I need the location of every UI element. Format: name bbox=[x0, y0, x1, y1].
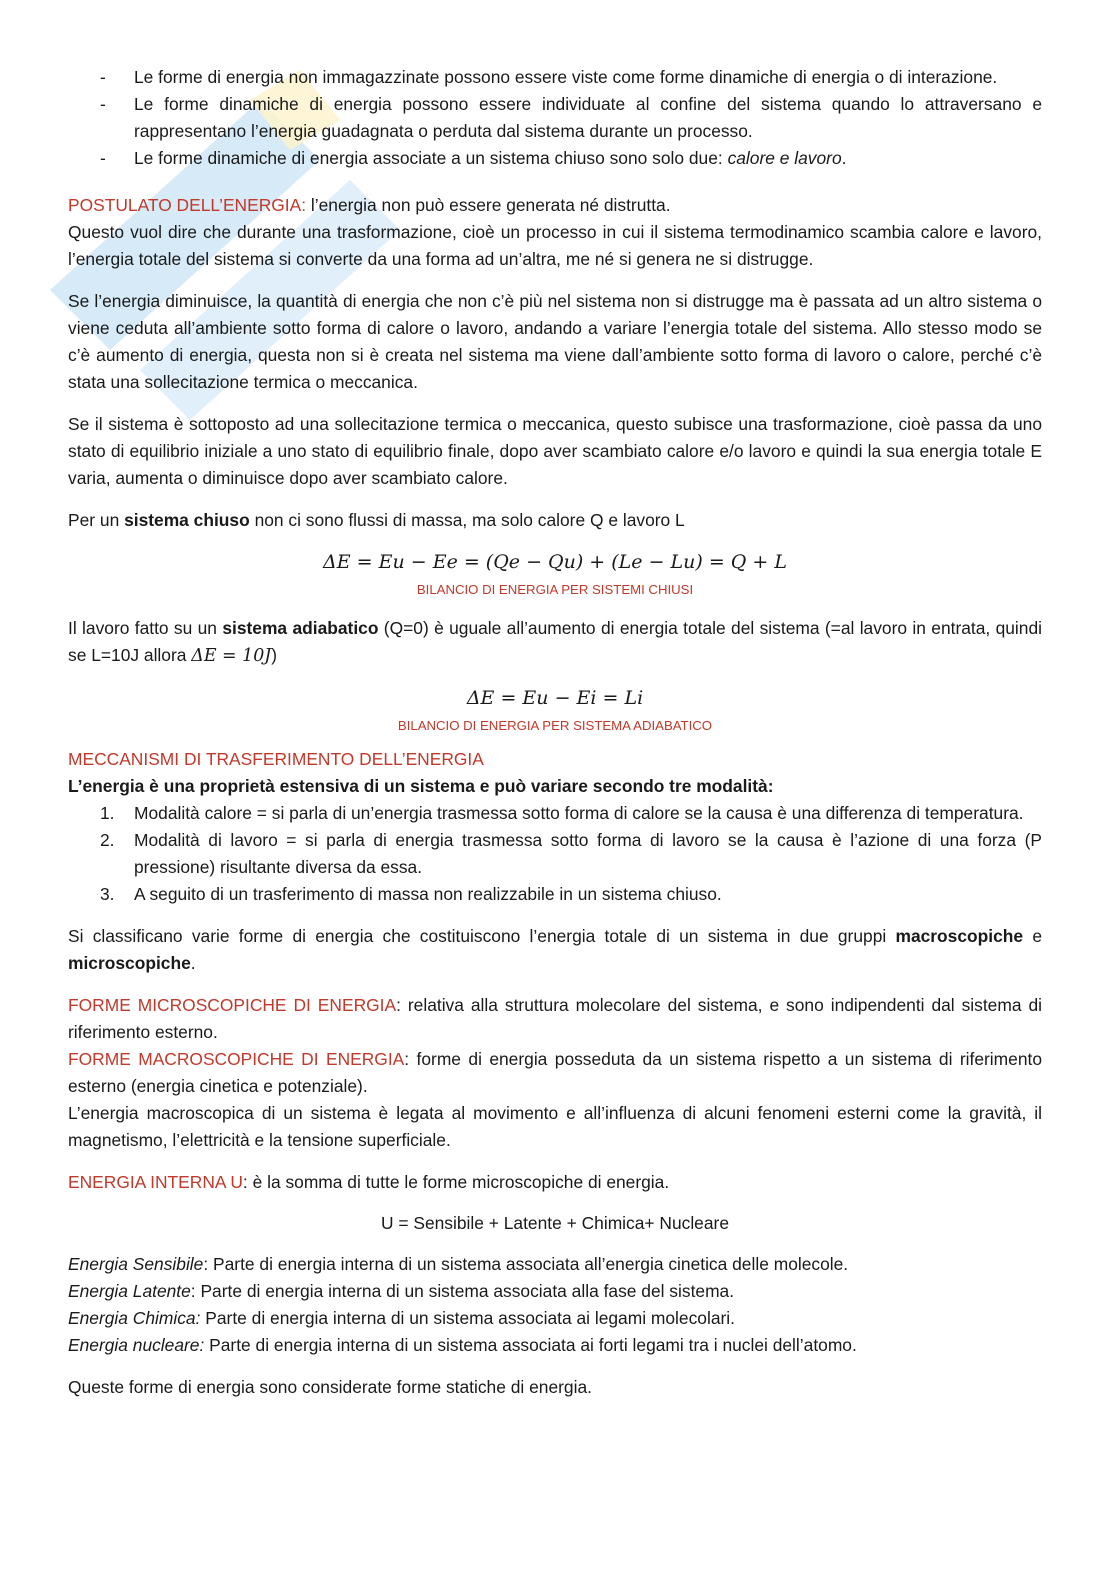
definition-item: Energia Chimica: Parte di energia interna di un sistema associata ai legami molecolari. bbox=[68, 1308, 735, 1328]
energia-interna-line: ENERGIA INTERNA U: è la somma di tutte le forme microscopiche di energia. bbox=[68, 1172, 670, 1192]
list-item: 2. Modalità di lavoro = si parla di energia trasmessa sotto forma di lavoro se la causa è l’azione di una forza (P pressione) risultante diversa da essa. bbox=[100, 830, 1042, 877]
equation-chiuso: ΔE = Eu − Ee = (Qe − Qu) + (Le − Lu) = Q + L bbox=[323, 551, 787, 573]
final-paragraph: Queste forme di energia sono considerate forme statiche di energia. bbox=[68, 1377, 592, 1397]
bullet-item: - Le forme di energia non immagazzinate possono essere viste come forme dinamiche di energia o di interazione. bbox=[100, 67, 998, 87]
meccanismi-bold-line: L’energia è una proprietà estensiva di un sistema e può variare secondo tre modalità: bbox=[68, 776, 774, 796]
equation-adiabatico: ΔE = Eu − Ei = Li bbox=[466, 687, 644, 709]
meccanismi-numbered-list bbox=[68, 800, 1042, 908]
chiuso-paragraph: Per un sistema chiuso non ci sono flussi di massa, ma solo calore Q e lavoro L bbox=[68, 510, 685, 530]
postulato-line: POSTULATO DELL’ENERGIA: l’energia non può essere generata né distrutta. bbox=[68, 195, 671, 215]
paragraph-diminuisce: Se l’energia diminuisce, la quantità di energia che non c’è più nel sistema non si distrugge ma è passata ad un altro sistema o viene ceduta all’ambiente sotto forma di calore o lavoro, andando a variare l’energia totale del sistema. Allo stesso modo se c’è aumento di energia, questa non si è creata nel sistema ma viene dall’ambiente sotto forma di lavoro o calore, perché c’è stata una sollecitazione termica o meccanica. bbox=[68, 291, 1042, 392]
list-item: 1. Modalità calore = si parla di un’energia trasmessa sotto forma di calore se la causa è una differenza di temperatura. bbox=[100, 803, 1024, 823]
definition-item: Energia Latente: Parte di energia interna di un sistema associata alla fase del sistema. bbox=[68, 1281, 735, 1301]
definition-item: Energia Sensibile: Parte di energia interna di un sistema associata all’energia cinetica delle molecole. bbox=[68, 1254, 849, 1274]
postulato-paragraph: Questo vuol dire che durante una trasformazione, cioè un processo in cui il sistema termodinamico scambia calore e lavoro, l’energia totale del sistema si converte da una forma ad un’altra, me né si genera ne si distrugge. bbox=[68, 222, 1042, 269]
bullet-item: - Le forme dinamiche di energia associate a un sistema chiuso sono solo due: calore e lavoro. bbox=[100, 148, 847, 168]
forme-macro: FORME MACROSCOPICHE DI ENERGIA: forme di energia posseduta da un sistema rispetto a un sistema di riferimento esterno (energia cinetica e potenziale). bbox=[68, 1049, 1042, 1096]
classificano-paragraph: Si classificano varie forme di energia che costituiscono l’energia totale di un sistema in due gruppi macroscopiche e microscopiche. bbox=[68, 926, 1042, 973]
forme-macro-paragraph: L’energia macroscopica di un sistema è legata al movimento e all’influenza di alcuni fenomeni esterni come la gravità, il magnetismo, l’elettricità e la tensione superficiale. bbox=[68, 1103, 1042, 1150]
adiabatico-paragraph: Il lavoro fatto su un sistema adiabatico (Q=0) è uguale all’aumento di energia totale del sistema (=al lavoro in entrata, quindi se L=10J allora ΔE = 10J) bbox=[68, 618, 1043, 666]
postulato-heading: POSTULATO DELL’ENERGIA: bbox=[68, 195, 307, 215]
definition-item: Energia nucleare: Parte di energia interna di un sistema associata ai forti legami tra i nuclei dell’atomo. bbox=[68, 1335, 857, 1355]
definizioni-block bbox=[68, 1251, 1042, 1359]
caption-chiuso: BILANCIO DI ENERGIA PER SISTEMI CHIUSI bbox=[416, 582, 694, 597]
bullet-item: - Le forme dinamiche di energia possono essere individuate al confine del sistema quando lo attraversano e rappresentano l’energia guadagnata o perduta dal sistema durante un processo. bbox=[100, 94, 1042, 141]
caption-adiabatico: BILANCIO DI ENERGIA PER SISTEMA ADIABATICO bbox=[397, 718, 713, 733]
intro-bullet-list bbox=[68, 64, 1042, 172]
meccanismi-heading: MECCANISMI DI TRASFERIMENTO DELL’ENERGIA bbox=[68, 749, 484, 769]
equation-energia-interna: U = Sensibile + Latente + Chimica+ Nucleare bbox=[380, 1213, 729, 1233]
paragraph-sollecitazione: Se il sistema è sottoposto ad una sollecitazione termica o meccanica, questo subisce una trasformazione, cioè passa da uno stato di equilibrio iniziale a uno stato di equilibrio finale, dopo aver scambiato calore e/o lavoro e quindi la sua energia totale E varia, aumenta o diminuisce dopo aver scambiato calore. bbox=[68, 414, 1042, 488]
forme-micro: FORME MICROSCOPICHE DI ENERGIA: relativa alla struttura molecolare del sistema, e sono indipendenti dal sistema di riferimento esterno. bbox=[68, 995, 1042, 1042]
document-page bbox=[68, 64, 1042, 1401]
list-item: 3. A seguito di un trasferimento di massa non realizzabile in un sistema chiuso. bbox=[100, 884, 722, 904]
